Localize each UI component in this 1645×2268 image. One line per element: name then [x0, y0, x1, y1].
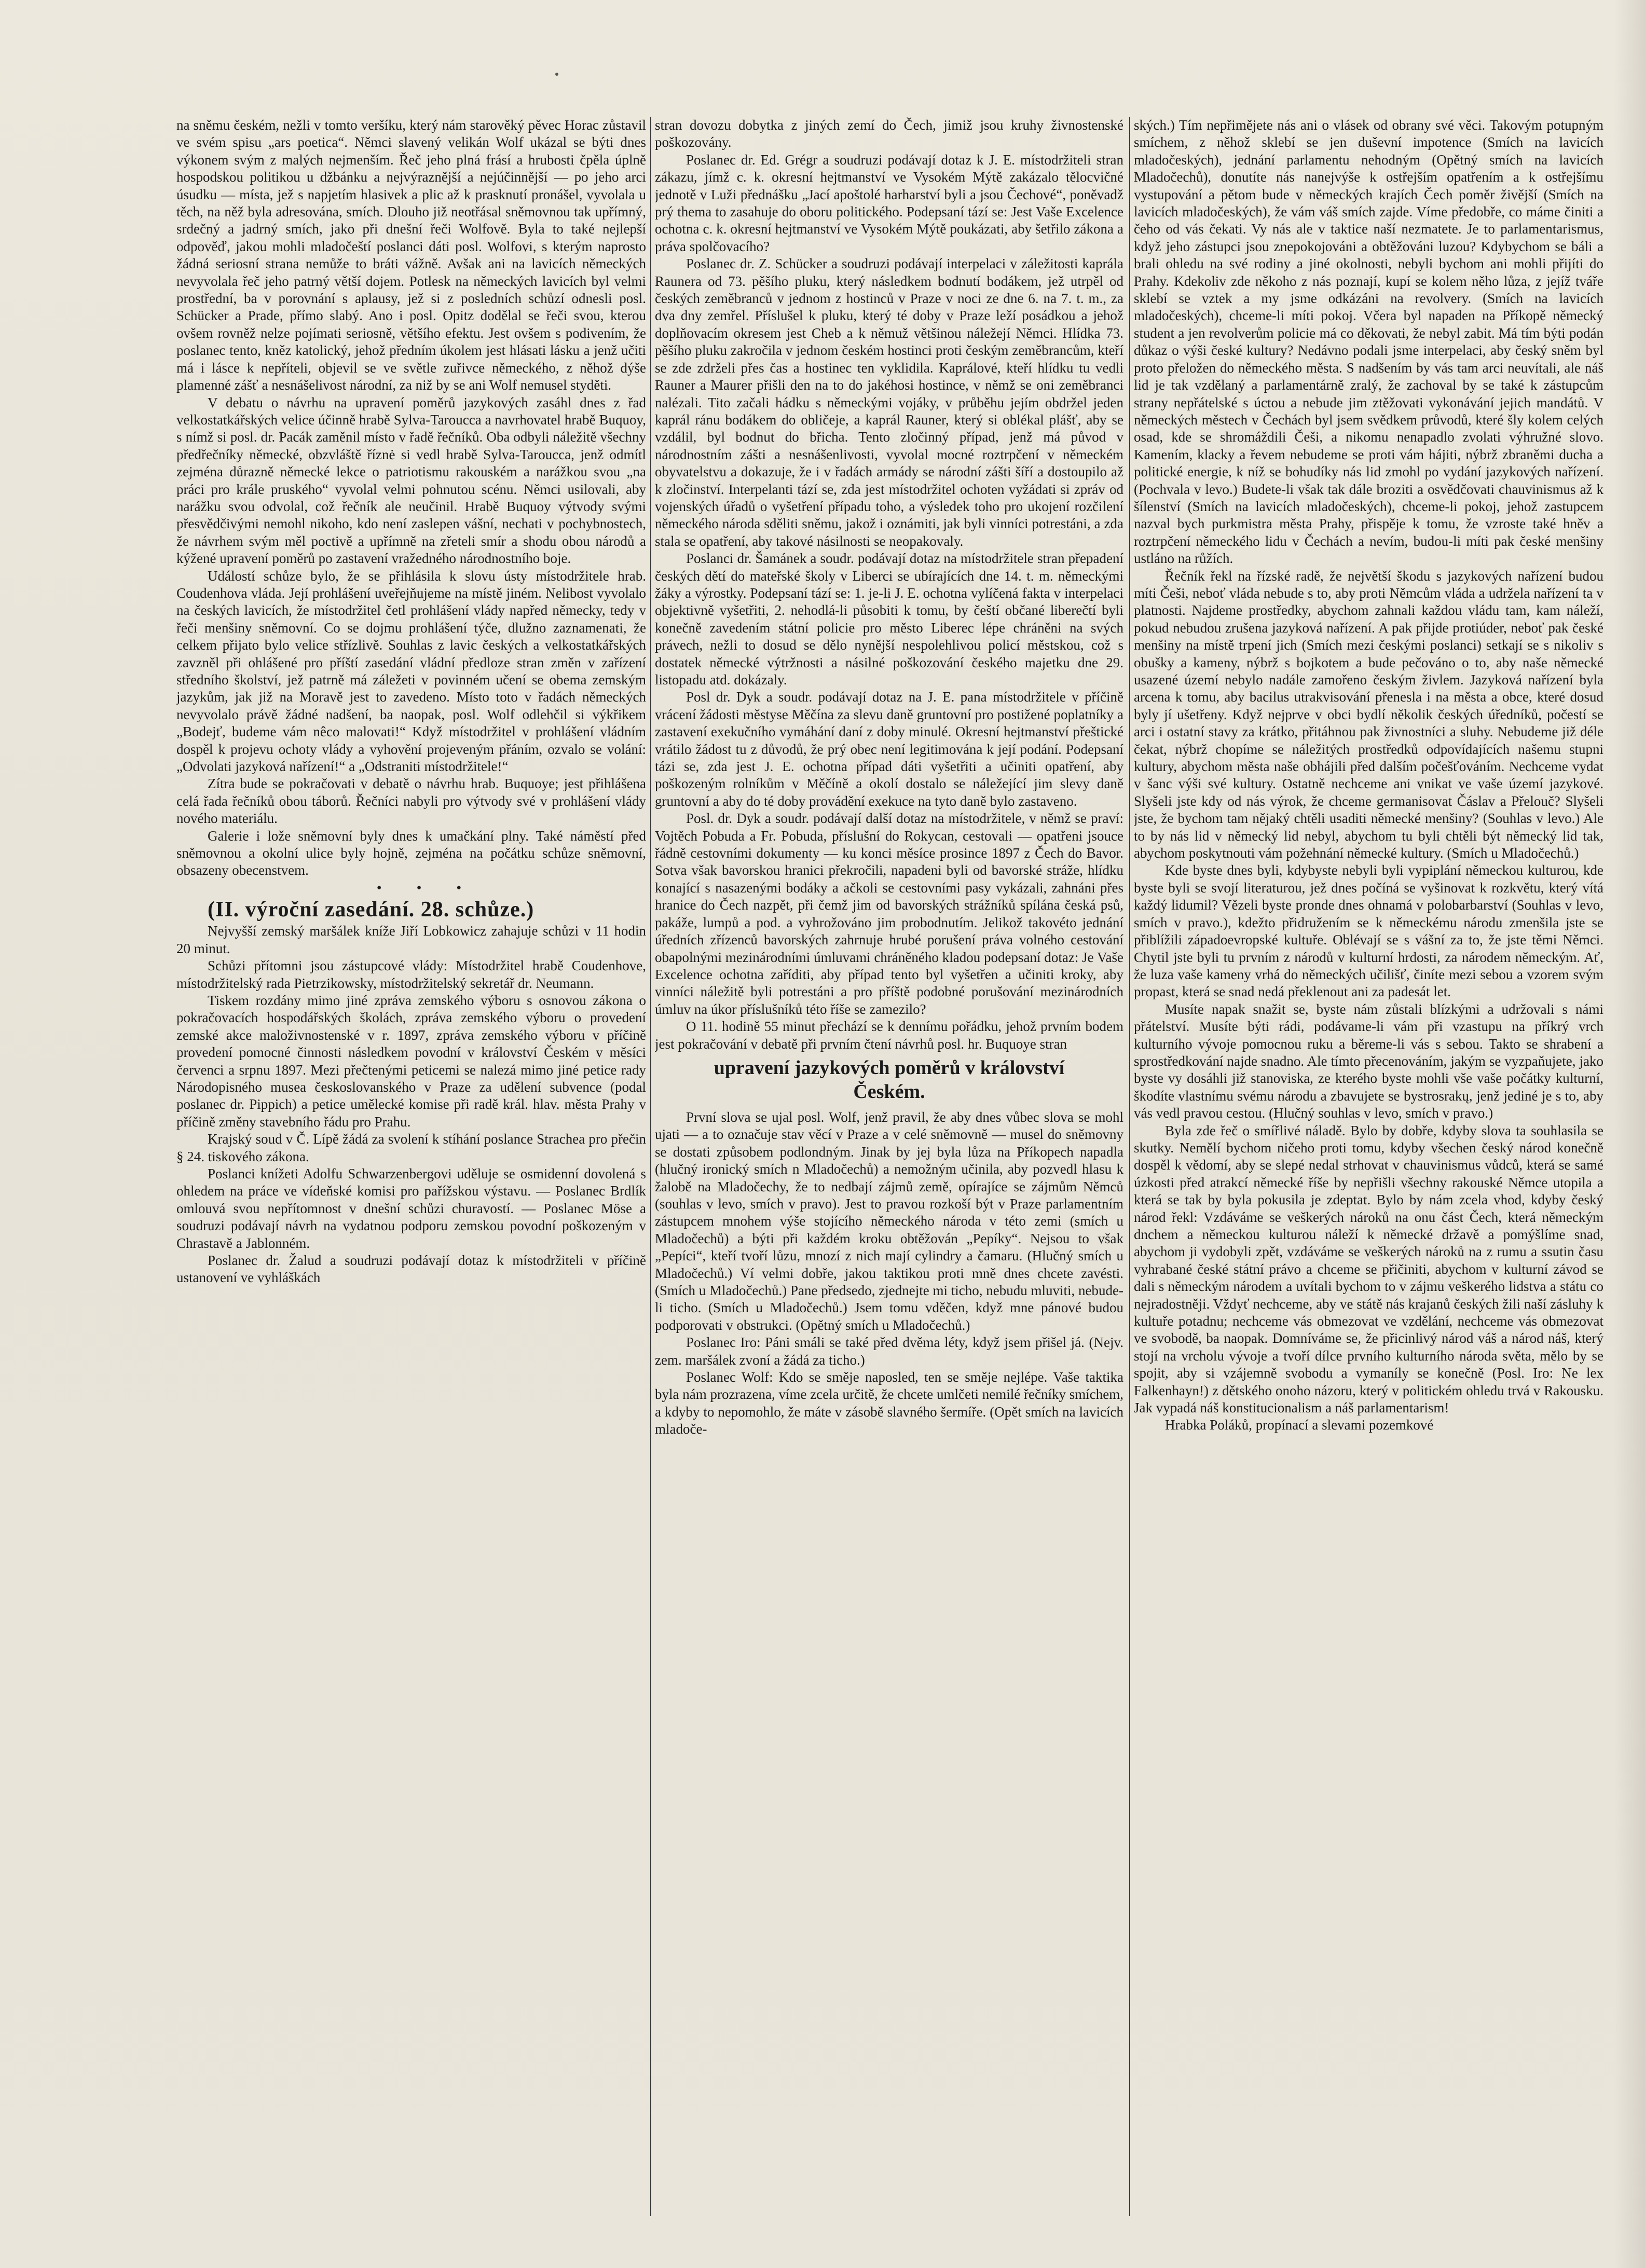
article-paragraph: Kde byste dnes byli, kdybyste nebyli byli vypiplání německou kulturou, kde byste byli se svojí literaturou, jež dnes počíná se vyšinovat k rozkvětu, který vítá každý lidumil? Vězeli byste pronde dnes ohnamá v polobarbarství (Souhlas v levo, smích v pravo.), kdežto přidružením se k německému národu zmenšila jste se přiblížili západoevropské kultuře. Oblévají se s vášní za to, že jste těmi Němci. Chytil jste byli tu prvním z národů v kulturní hrdosti, za národem německým. Ať, že luza vaše kameny vrhá do německých učilišť, činíte mezi sebou a vzorem svým propast, která se snad nedá překlenout ani za padesát let.	[1134, 862, 1603, 1000]
article-paragraph: Poslanec dr. Ed. Grégr a soudruzi podávají dotaz k J. E. místodržiteli stran zákazu, jímž c. k. okresní hejtmanství ve Vysokém Mýtě zakázalo tělocvičné jednotě v Luži přednášku „Jací apoštolé harharství byli a jsou Čechové“, poněvadž prý thema to zasahuje do oboru politického. Podepsaní tází se: Jest Vaše Excelence ochotna c. k. okresní hejtmanství ve Vysokém Mýtě poukázati, aby šetřilo zákona a práva spolčovacího?	[655, 152, 1123, 254]
agenda-heading-line-2: Českém.	[853, 1080, 925, 1103]
column-1-paragraphs-after	[176, 923, 646, 1287]
article-paragraph: Poslanec Wolf: Kdo se směje naposled, ten se směje nejlépe. Vaše taktika byla nám prozrazena, víme zcela určitě, že chcete umlčeti nemilé řečníky smíchem, a kdyby to nepomohlo, že máte v zásobě slavného šermíře. (Opět smích na lavicích mladoče-	[655, 1369, 1123, 1437]
printing-mark	[555, 73, 558, 76]
column-2	[655, 117, 1123, 2232]
article-paragraph: Krajský soud v Č. Lípě žádá za svolení k stíhání poslance Strachea pro přečin § 24. tiskového zákona.	[176, 1131, 646, 1164]
article-paragraph: Zítra bude se pokračovati v debatě o návrhu hrab. Buquoye; jest přihlášena celá řada řečníků obou táborů. Řečníci nabyli pro výtvody své v prohlášení vlády nového materiálu.	[176, 776, 646, 827]
article-paragraph: Událostí schůze bylo, že se přihlásila k slovu ústy místodržitele hrab. Coudenhova vláda. Její prohlášení uveřejňujeme na místě jiném. Nelibost vyvolalo na českých lavicích, že místodržitel četl prohlášení vlády napřed německy, tedy v řeči menšiny sněmovní. Co se dojmu prohlášení týče, dlužno zaznamenati, že celkem přijato bylo velice střízlivě. Souhlas z lavic českých a velkostatkářských zavzněl při ohlášené pro příští zasedání vládní předloze stran změn v zařízení středního školství, jež patrně má záležeti v povinném učení se obema zemským jazykům, jak již na Moravě jest to zavedeno. Místo toto v řadách německých nevyvolalo právě žádné nadšení, ba naopak, posl. Wolf odlehčil si výkřikem „Bodejť, budeme vám nêco malovati!“ Když místodržitel v prohlášení vládním dospěl k projevu ochoty vlády a vyhovění projeveným přáním, ozvalo se volání: „Odvolati jazyková nařízení!“ a „Odstraniti místodržitele!“	[176, 568, 646, 775]
article-paragraph: ských.) Tím nepřimějete nás ani o vlásek od obrany své věci. Takovým potupným smíchem, z něhož sklebí se jen duševní impotence (Smích na lavicích mladočeských), jednání parlamentu nehodným (Opětný smích na lavicích Mladočechů), donutíte nás nanejvýše k ostřejším opatřením a k ostřejšímu vystupování a pětom bude v německých krajích Čech poměr živější (Smích na lavicích mladočeských), že vám váš smích zajde. Víme předobře, co máme činiti a čeho od vás čekati. Vy nás ale v taktice naší nezmatete. Je to parlamentarismus, když jeho zástupci jsou znepokojováni a obtěžováni luzou? Kdybychom se báli a brali ohledu na své rodiny a jiné okolnosti, nebyli bychom ani mohli přijíti do Prahy. Kdekoliv zde někoho z nás poznají, kupí se kolem něho lůza, z jejíž tváře sklebí se vztek a my jsme odkázáni na revolvery. (Smích na lavicích mladočeských), chceme-li míti pokoj. Včera byl napaden na Příkopě německý student a jen revolverům policie má co děkovati, že nebyl zabit. Má tím býti podán důkaz o výši české kultury? Nedávno podali jsme interpelaci, aby český sněm byl proto přeložen do německého města. S nadšením by vás tam arci neuvítali, ale náš lid je tak vzdělaný a parlamentárně zralý, že zachoval by se také k zástupcům strany nepřátelské s úctou a nebude jim ztěžovati vykonávání jejich mandátů. V německých městech v Čechách byl jsem svědkem průvodů, které šly kolem celých osad, kde se shromáždili Češi, a nikomu nenapadlo zvolati výhružné slovo. Kamením, klacky a řevem nebudeme se proti vám hájiti, nýbrž zbraněmi ducha a politické energie, k níž se bohudíky nás lid zmohl po vydání jazykových nařízení. (Pochvala v levo.) Budete-li však tak dále broziti a osvědčovati chauvinismus až k šílenství (Smích na lavicích mladočeských), chceme-li pokoj, jehož zastupcem nazval bych purkmistra města Prahy, přispěje k tomu, že vzroste také hněv a roztrpčení německého lidu v Čechách a nevím, budou-li míti pak české menšiny ustláno na růžích.	[1134, 117, 1603, 567]
article-paragraph: Posl dr. Dyk a soudr. podávají dotaz na J. E. pana místodržitele v příčině vrácení žádosti městyse Měčína za slevu daně gruntovní pro postižené poplatníky a zastavení exekučního vymáhání daní z doby minulé. Okresní hejtmanství přeštické vrátilo žádost tu z důvodů, že prý obec není legitimována k její podání. Podepsaní tázi se, zda jest J. E. ochotna případ dáti vyšetřiti a učiniti opatření, aby poškozeným rolníkům v Měčíně a okolí dostalo se náležející jim slevy daně gruntovní a aby do té doby provádění exekuce na tyto daně bylo zastaveno.	[655, 689, 1123, 809]
article-paragraph: na sněmu českém, nežli v tomto veršíku, který nám starověký pěvec Horac zůstavil ve svém spisu „ars poetica“. Němci slavený velikán Wolf ukázal se býti dnes výkonem svým z malých nejmenším. Řeč jeho plná frásí a hrubosti čpěla úplně hospodskou politikou u džbánku a nejvýraznější a nejúčinnější — po jeho arci úsudku — místa, jež s napjetím hlasivek a plic až k prasknutí pronášel, vyvolala u těch, na něž byla adresována, smích. Dlouho již neotřásal sněmovnou tak upřímný, srdečný a jadrný smích, jako při dnešní řeči Wolfově. Byla to také nejlepší odpověď, jakou mohli mladočeští poslanci dáti posl. Wolfovi, s kterým naprosto žádná seriosní strana nemůže to bráti vážně. Avšak ani na lavicích německých nevyvolala řeč jeho patrný větší dojem. Potlesk na německých lavicích byl velmi prostřední, ba v porovnání s aplausy, jež si z posledních schůzí odnesli posl. Schücker a Prade, přímo slabý. Ano i posl. Opitz dodělal se řeči svou, kterou ovšem rovněž nelze pojímati seriosně, většího efektu. Jest ovšem s podivením, že poslanec tento, kněz katolický, jehož předním úkolem jest hlásati lásku a jenž učiti má i lásce k nepříteli, objevil se ve světle zuřivce německého, z něhož dýše plamenné zášť a nesnášelivost národní, za niž by se ani Wolf nemusel styděti.	[176, 117, 646, 393]
column-rule-2	[1129, 117, 1130, 2216]
article-paragraph: Poslanci dr. Šamánek a soudr. podávají dotaz na místodržitele stran přepadení českých dětí do mateřské školy v Liberci se ubírajících dne 14. t. m. německými žáky a výrostky. Podepsaní tází se: 1. je-li J. E. ochotna vylíčená fakta v interpelaci objektivně vyšetřiti, 2. nehodlá-li působiti k tomu, by čeští občané liberečtí byli konečně zavedením státní policie pro město Liberec lépe chráněni na svých právech, nežli to dosud se dělo nynější nespolehlivou policí městskou, což s dostatek německé výtržnosti a násilné poškozování českého majetku dne 29. listopadu atd. dokázaly.	[655, 551, 1123, 688]
column-3-paragraphs	[1134, 117, 1603, 1434]
article-paragraph: stran dovozu dobytka z jiných zemí do Čech, jimiž jsou kruhy živnostenské poškozovány.	[655, 117, 1123, 150]
article-paragraph: Posl. dr. Dyk a soudr. podávají další dotaz na místodržitele, v němž se praví: Vojtěch Pobuda a Fr. Pobuda, příslušní do Rokycan, cestovali — opatřeni jsouce řádně cestovními dokumenty — ku konci měsíce prosince 1897 z Čech do Bavor. Sotva však bavorskou hranici překročili, napadeni byli od bavorské stráže, hlídku konající s nasazenými bodáky a ačkoli se cestovními pasy vykázali, zahnáni přes hranice do Čech nazpět, při čemž jim od bavorských strážníků spílána česká psů, pakáže, lumpů a pod. a vyhrožováno jim probodnutím. Jelikož takovéto jednání úředních zřízenců bavorských zahrnuje hrubé porušení práva volného cestování obapolnými mezinárodními úmluvami chráněného kladou podepsaní dotaz: Je Vaše Excelence ochotna zaříditi, aby případ tento byl vyšetřen a učiniti kroky, aby vinníci náležitě byli potrestáni a pro příště podobné porušování mezinárodních úmluv na úkor příslušníků této říše se zamezilo?	[655, 810, 1123, 1017]
column-3	[1134, 117, 1603, 2232]
article-paragraph: Galerie i lože sněmovní byly dnes k umačkání plny. Také náměstí před sněmovnou a okolní ulice byly hojně, zejména na počátku schůze sněmovní, obsazeny obecenstvem.	[176, 828, 646, 878]
article-paragraph: V debatu o návrhu na upravení poměrů jazykových zasáhl dnes z řad velkostatkářských velice účinně hrabě Sylva-Taroucca a navrhovatel hrabě Buquoy, s nímž si posl. dr. Pacák zaměnil místo v řadě řečníků. Oba odbyli náležitě všechny předřečníky německé, obzvláště říznė si vedl hrabě Sylva-Taroucca, jenž odmítl zejména důrazně německé lekce o patriotismu rakouském a narážkou svou „na práci pro krále pruského“ vyvolal velmi pohnutou scénu. Němci usilovali, aby narážku svou odvolal, což řečník ale neučinil. Hrabě Buquoy výtvody svými přesvědčivými nemohl nikoho, kdo není zaslepen vášní, nechati v pochybnostech, že návrhem svým měl poctivě a upřímně na zřeteli smír a shodu obou národů a kýžené upravení poměrů po zastavení vražedného národnostního boje.	[176, 394, 646, 567]
column-2-paragraphs	[655, 117, 1123, 1053]
article-paragraph: O 11. hodině 55 minut přechází se k dennímu pořádku, jehož prvním bodem jest pokračování v debatě při prvním čtení návrhů posl. hr. Buquoye stran	[655, 1019, 1123, 1052]
session-heading: (II. výroční zasedání. 28. schůze.)	[208, 898, 534, 922]
article-paragraph: Nejvyšší zemský maršálek kníže Jiří Lobkowicz zahajuje schůzi v 11 hodin 20 minut.	[176, 923, 646, 956]
article-paragraph: Poslanec dr. Žalud a soudruzi podávají dotaz k místodržiteli v příčině ustanovení ve vyhláškách	[176, 1253, 646, 1286]
article-paragraph: Poslanci knížeti Adolfu Schwarzenbergovi uděluje se osmidenní dovolená s ohledem na práce ve vídeňské komisi pro pařížskou výstavu. — Poslanec Brdlík omlouvá svou nepřítomnost v dnešní schůzi churavostí. — Poslanec Möse a soudruzi podávají návrh na vydatnou podporu zemskou povodní poškozeným v Chrastavě a Jablonném.	[176, 1165, 646, 1251]
article-paragraph: Poslanec dr. Z. Schücker a soudruzi podávají interpelaci v záležitosti kaprála Raunera od 73. pěšího pluku, který následkem bodnutí bodákem, jež utrpěl od českých zeměbranců v jednom z hostinců v Praze v noci ze dne 6. na 7. t. m., za dva dny zemřel. Příslušel k pluku, který té doby v Praze leží posádkou a jehož doplňovacím okresem jest Cheb a k němuž většinou náležejí Němci. Hlídka 73. pěšího pluku zakročila v jednom českém hostinci proti českým zeměbrancům, kteří se zde zdrželi přes čas a hostinec ten vyklidila. Kaprálové, kteří hlídku tu vedli Rauner a Maurer přišli den na to do jakéhosi hostince, v němž se oni zeměbranci nalézali. Tito začali hádku s německými vojáky, v průběhu jejím obdržel jeden kaprál ránu bodákem do obličeje, a kaprál Rauner, který si oblékal plášť, aby se vzdálil, byl bodnut do břicha. Tento zločinný případ, jenž má původ v národnostním zášti a nesnášenlivosti, vyvolal mocné roztrpčení v německém obyvatelstvu a dokazuje, že i v řadách armády se národní zášti šíří a dostoupilo až k zločinství. Interpelanti tází se, zda jest místodržitel ochoten vyžádati si zpráv od vojenských úřadů o vyšetření případu toho, a výsledek toho pro ukojení rozčilení německého národa sděliti sněmu, jakož i oznámiti, jak byli vinníci potrestáni, a zda stala se opatření, aby takové násilnosti se neopakovaly.	[655, 256, 1123, 549]
page-edge-shadow	[1614, 0, 1645, 2268]
column-rule-1	[650, 117, 651, 2216]
agenda-heading-line-1: upravení jazykových poměrů v království	[714, 1056, 1065, 1079]
article-paragraph: Musíte napak snažit se, byste nám zůstali blízkými a udržovali s námi přátelství. Musíte býti rádi, podávame-li vám při vzastupu na příkrý vrch kulturního vývoje pomocnou ruku a běreme-li vás s sebou. Takto se shrabení a sprostředkování najde snadno. Ale tímto přecenováním, jakým se vyzpaňujete, jako byste vy dosáhli již stanoviska, ze kterého byste mohli vše vaše počátky kulturní, škodíte vlastnímu svému národu a zbavujete se bystrosrakų, jenž jediné je s to, aby vás vedl pravou cestou. (Hlučný souhlas v levo, smích v pravo.)	[1134, 1001, 1603, 1121]
article-paragraph: Řečník řekl na řízské radě, že největší škodu s jazykových nařízení budou míti Češi, neboť vláda nebude s to, aby proti Němcům vláda a udržela nařízení ta v platnosti. Najdeme prostředky, abychom zahnali každou vládu tam, kam náleží, pokud nebudou zrušena jazyková nařízení. A pak přijde protiúder, neboť pak české menšiny na místě trpení jich (Smích mezi českými poslanci) setkají se s nikoliv s obušky a kameny, nýbrž s bojkotem a bude pečováno o to, aby naše německé usazené území nebylo nadále zamořeno českým živlem. Jazyková nařízení byla arcena k tomu, aby bacilus utrakvisování přenesla i na města a obce, které dosud byly jí ušetřeny. Když nejprve v obci bydlí několik českých úředníků, počestí se arci i ostatní stavy za krátko, přitáhnou pak živnostníci a sluhy. Nebudeme již déle čekat, nýbrž chopíme se náležitých prostředků odpovídajících našemu stupni kultury, abychom města naše obhájili před dalším počešťováním. Nechceme vydat v šanc výši své kultury. Ostatně nechceme ani vnikat ve vaše území jazykové. Slyšeli jste kdy od nás výrok, že chceme germanisovat Čáslav a Přelouč? Slyšeli jste, že bychom tam nějaký chtěli usaditi německé menšiny? (Souhlas v levo.) Ale to by nás lid v německý lid nebyl, abychom tu byli chtěli být německý lid tak, abychom poskytnouti vám požehnání německé kultury. (Smích u Mladočechů.)	[1134, 568, 1603, 861]
article-paragraph: Hrabka Poláků, propínací a slevami pozemkové	[1165, 1417, 1434, 1433]
article-paragraph: Tiskem rozdány mimo jiné zpráva zemského výboru s osnovou zákona o pokračovacích hospodářských školách, zpráva zemského výboru o provedení zemské akce maloživnostenské v r. 1897, zpráva zemského výboru v příčině provedení pomocné činnosti následkem povodní v království Českém v měsíci červenci a srpnu 1897. Mezi přečtenými peticemi se nalezá mimo jiné petice rady Národopisného musea českoslovanského v Praze za udělení subvence (podal poslanec dr. Pippich) a petice umělecké komise při radě král. hlav. města Prahy v příčině změny stavebního řádu pro Prahu.	[176, 992, 646, 1130]
column-1-paragraphs	[176, 117, 646, 879]
column-2-paragraphs-after	[655, 1109, 1123, 1438]
article-paragraph: Byla zde řeč o smířlivé náladě. Bylo by dobře, kdyby slova ta souhlasila se skutky. Nemělí bychom ničeho proti tomu, kdyby všechen český národ konečně dospěl k vědomí, aby se slepé nedal strhovat v chauvinismus vůdců, která se samé úzkosti před atrakcí německé říše by nepřišli všechny rakouské Němce utopila a která se tak by byla pokusila je zdeptat. Bylo by nám zcela vhod, kdyby český národ řekl: Vzdáváme se veškerých nároků na onu část Čech, která německým dnchem a německou kulturou náleží k německé državě a pomýšlíme snad, abychom ji vydobyli zpět, vzdáváme se veškerých nároků na z rumu a ssutin času vyhrabané české státní právo a chceme se přičiniti, abychom v kulturní závod se dali s německým národem a uvítali bychom to v zájmu veškerého lidstva a státu co nejradostněji. Vždyť nechceme, aby ve státě nás krajanů českých žili naší zásluhy k kultuře potadnu; nechceme vás obmezovat ve vzdělání, nechceme vás obmezovat ve svobodě, ba naopak. Domníváme se, že přicinlivý národ váš a národ náš, který stojí na vrcholu vývoje a tvoří dílce prvního kulturního národa světa, mělo by se spojit, aby si vzájemně svobodu a vymaníly se konečně (Posl. Iro: Ne lex Falkenhayn!) z dětského onoho názoru, který v politickém ohledu trvá v Rakousku. Jak vypadá náš konstitucionalism a náš parlamentarism!	[1134, 1122, 1603, 1416]
article-paragraph: Schůzi přítomni jsou zástupcové vlády: Místodržitel hrabě Coudenhove, místodržitelský rada Pietrzikowsky, místodržitelský sekretář dr. Neumann.	[176, 958, 646, 991]
column-1	[176, 117, 646, 2232]
article-paragraph: První slova se ujal posl. Wolf, jenž pravil, že aby dnes vůbec slova se mohl ujati — a to označuje stav věcí v Praze a v celé sněmovně — musel do sněmovny se dostati způsobem podlondným. Jinak by jej byla lůza na Příkopech napadla (hlučný ironický smích n Mladočechů) a nemožným učinila, aby pozvedl hlasu k žalobě na Mladočechy, že to nedbají zájmů země, opírajíce se zájmům Němců (souhlas v levo, smích v pravo). Jest to pravou rozkoší být v Praze parlamentním zástupcem mnohem výše stojícího německého národa v této zemi (smích u Mladočechů) a býti při každém kroku obtěžován „Pepíky“. Nejsou to však „Pepíci“, kteří tvoří lůzu, mnozí z nich mají cylindry a čamaru. (Hlučný smích u Mladočechů.) Ví velmi dobře, jakou taktikou proti mně dnes chcete zavésti. (Smích u Mladočechů.) Pane předsedo, zjednejte mi ticho, nebudu mluviti, nebude-li ticho. (Smích u Mladočechů.) Jsem tomu vděčen, když mne pánové budou podporovati v obstrukci. (Opětný smích u Mladočechů.)	[655, 1109, 1123, 1333]
article-paragraph: Poslanec Iro: Páni smáli se také před dvěma léty, když jsem přišel já. (Nejv. zem. maršálek zvoní a žádá za ticho.)	[655, 1335, 1123, 1368]
section-separator: • • •	[376, 879, 477, 896]
agenda-heading	[655, 1056, 1123, 1104]
